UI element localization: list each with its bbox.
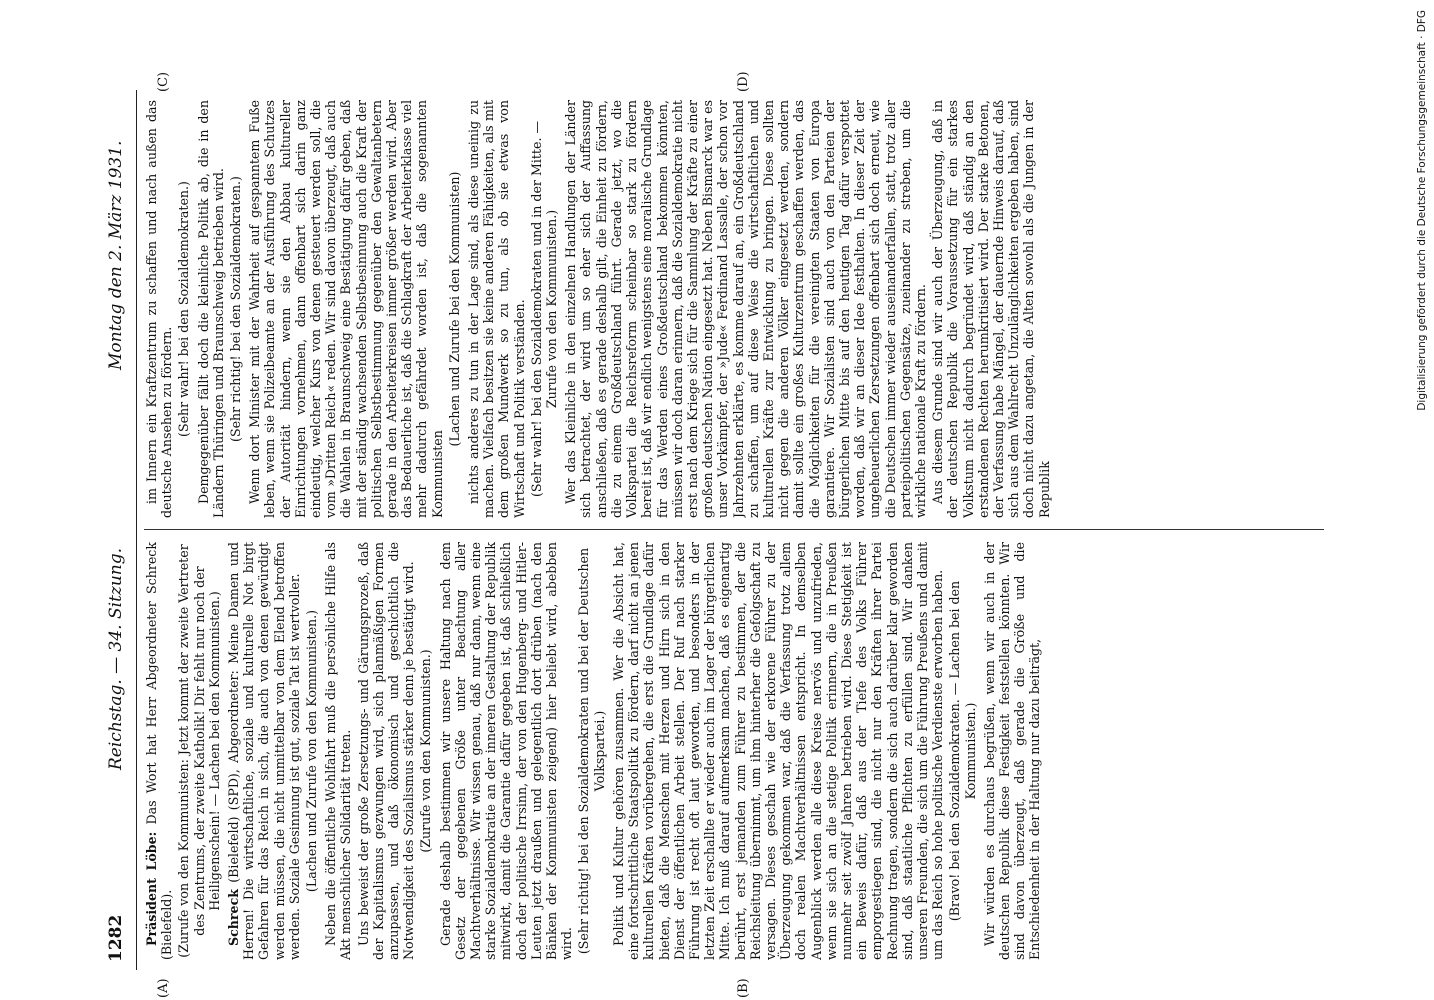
speech-text: Das Wort hat Herr Abgeordneter Schreck (Bielefeld). — [144, 542, 175, 960]
body-paragraph: Uns beweist der große Zersetzungs- und Gärungsprozeß, daß der Kapitalismus gezwungen wird, sich planmäßigen Formen anzupassen, und daß ökonomisch und geschichtlich die Notwendigkeit des Sozialismus stärker denn je bestätigt wird. — [355, 542, 417, 960]
body-paragraph: Wer das Kleinliche in den einzelnen Handlungen der Länder sich betrachtet, der wird um so eher sich der Auffassung anschließen, daß es gerade deshalb gilt, die Einheit zu fördern, die zu einem Großdeutschland führt. Gerade jetzt, wo die Volkspartei die Reichsreform scheinbar so stark zu fördern bereit ist, daß wir endlich wenigstens eine moralische Grundlage für das Werden eines Großdeutschland bekommen könnten, müssen wir doch daran erinnern, daß die Sozialdemokratie nicht erst nach dem Kriege sich für die Sammlung der Kräfte zu einer großen deutschen Nation eingesetzt hat. Neben Bismarck war es unser Vorkämpfer, der »Jude« Ferdinand Lassalle, der schon vor Jahrzehnten erklärte, es komme darauf an, ein Großdeutschland zu schaffen, um auf diese Weise die wirtschaftlichen und kulturellen Kräfte zur Entwicklung zu bringen. Diese sollten nicht gegen die anderen Völker eingesetzt werden, sondern damit sollte ein großes Kulturzentrum geschaffen werden, das die Möglichkeiten für die vereinigten Staaten von Europa garantiere. Wir Sozialisten sind auch von den Parteien der bürgerlichen Mitte bis auf den heutigen Tag dafür verspottet worden, daß wir an dieser Idee festhalten. In dieser Zeit der ungeheuerlichen Zersetzungen offenbart sich doch erneut, wie die Deutschen immer wieder auseinanderfallen, statt, trotz aller parteipolitischen Gegensätze, zueinander zu streben, um die wirkliche nationale Kraft zu fördern. — [563, 100, 928, 518]
text-column-left — [144, 542, 1324, 960]
speech-paragraph — [144, 542, 174, 960]
speech-text: (Bielefeld) (SPD), Abgeordneter: Meine Damen und Herren! Die wirtschaftliche, soziale und kulturelle Not birgt Gefahren für das Reich in sich, die auch von denen gewürdigt werden müssen, die nicht unmittelbar von dem Elend betroffen werden. Soziale Gesinnung ist gut, soziale Tat ist wertvoller. — [226, 542, 302, 960]
header-session: Reichstag. — 34. Sitzung. — [106, 547, 126, 770]
speech-paragraph — [226, 542, 302, 960]
marker-a: (A) — [156, 978, 171, 998]
page-header — [96, 90, 137, 970]
speaker-name: Schreck — [226, 889, 242, 946]
stage-direction: (Lachen und Zurufe von den Kommunisten.) — [304, 609, 320, 893]
body-paragraph: Demgegenüber fällt doch die kleinliche Politik ab, die in den Ländern Thüringen und Braunschweig betrieben wird. — [195, 100, 226, 518]
stage-direction: (Lachen und Zurufe bei den Kommunisten) — [446, 171, 462, 447]
stage-direction: (Sehr wahr! bei den Sozialdemokraten und in der Mitte. — Zurufe von den Kommunisten.) — [528, 120, 560, 498]
speaker-name: Präsident Löbe: — [144, 831, 159, 946]
body-paragraph: Gerade deshalb bestimmen wir unsere Haltung nach dem Gesetz der gegebenen Größe unter Beachtung aller Machtverhältnisse. Wir wissen genau, daß nur dann, wenn eine starke Sozialdemokratie an der inneren Gestaltung der Republik mitwirkt, damit die Garantie dafür gegeben ist, daß schließlich doch der politische Irrsinn, der von den Hugenberg- und Hitler-Leuten jetzt draußen und gelegentlich dort drüben (nach den Bänken der Kommunisten zeigend) hier beliebt wird, abebben wird. — [437, 542, 575, 960]
marker-d: (D) — [736, 71, 751, 92]
body-paragraph: nichts anderes zu tun in der Lage sind, als diese uneinig zu machen. Vielfach besitzen sie keine anderen Fähigkeiten, als mit dem großen Mundwerk so zu tun, als ob sie etwas von Wirtschaft und Politik verständen. — [466, 100, 527, 518]
body-paragraph: im Innern ein Kraftzentrum zu schaffen und nach außen das deutsche Ansehen zu fördern. — [144, 100, 175, 518]
body-paragraph: Politik und Kultur gehören zusammen. Wer die Absicht hat, eine fortschrittliche Staatspolitik zu fördern, darf nicht an jenen kulturellen Kräften vorübergehen, die erst die Grundlage dafür bieten, daß die Menschen mit Herzen und Hirn sich in den Dienst der öffentlichen Arbeit stellen. Der Ruf nach starker Führung ist recht oft laut geworden, und besonders in der letzten Zeit erschallte er wieder auch im Lager der bürgerlichen Mitte. Ich muß darauf aufmerksam machen, daß es eigenartig berührt, erst jemanden zum Führer zu bestimmen, der die Reichsleitung übernimmt, um ihm hinterher die Gefolgschaft zu versagen. Dieses geschah wie der erkorene Führer zu der Überzeugung gekommen war, daß die Verfassung trotz allem doch realen Machtverhältnissen entspricht. In demselben Augenblick werden alle diese Kreise nervös und unzufrieden, wenn sie sich an die stetige Politik erinnern, die in Preußen nunmehr seit zwölf Jahren betrieben wird. Diese Stetigkeit ist ein Beweis dafür, daß aus der Tiefe des Volks Führer emporgestiegen sind, die nicht nur den Kräften ihrer Partei Rechnung tragen, sondern die sich auch darüber klar geworden sind, daß staatliche Pflichten zu erfüllen sind. Wir danken unseren Freunden, die sich um die Führung Preußens und damit um das Reich so hohe politische Verdienste erworben haben. — [610, 542, 946, 960]
column-divider — [144, 529, 1324, 530]
body-paragraph: Wir würden es durchaus begrüßen, wenn wir auch in der deutschen Republik diese Festigkeit feststellen könnten. Wir sind davon überzeugt, daß gerade die Größe und die Entschiedenheit in der Haltung nur dazu beiträgt, — [981, 542, 1043, 960]
marker-b: (B) — [736, 978, 751, 998]
digitization-note — [1416, 10, 1432, 610]
rotated-page — [96, 71, 1336, 998]
stage-direction: (Bravo! bei den Sozialdemokraten. — Lachen bei den Kommunisten.) — [947, 580, 978, 922]
body-paragraph: Wenn dort Minister mit der Wahrheit auf gespanntem Fuße leben, wenn sie Polizeibeamte an der Ausführung des Schutzes der Autorität hindern, wenn sie den Abbau kultureller Einrichtungen vornehmen, dann offenbart sich darin ganz eindeutig, welcher Kurs von denen gesteuert werden soll, die vom »Dritten Reich« reden. Wir sind davon überzeugt, daß auch die Wahlen in Braunschweig eine Bestätigung dafür geben, daß mit der ständig wachsenden Selbstbesinnung auch die Kraft der politischen Selbstbestimmung gegenüber den Gewaltanbetern gerade in den Arbeiterkreisen immer größer werden wird. Aber das Bedauerliche ist, daß die Schlagkraft der Arbeiterklasse viel mehr dadurch gefährdet worden ist, daß die sogenannten Kommunisten — [247, 100, 445, 518]
stage-direction: (Sehr richtig! bei den Sozialdemokraten und bei der Deutschen Volkspartei.) — [576, 547, 607, 955]
body-paragraph: Aus diesem Grunde sind wir auch der Überzeugung, daß in der deutschen Republik die Voraussetzung für ein starkes Volkstum nicht dadurch begründet wird, daß ständig an den erstandenen Rechten herumkritisiert wird. Der starke Betonen, der Verfassung habe Mängel, der dauernde Hinweis darauf, daß sich aus dem Wahlrecht Unzulänglichkeiten ergeben haben, sind doch nicht dazu angetan, die Alten sowohl als die Jungen in der Republik — [930, 100, 1052, 518]
text-column-right — [144, 100, 1324, 518]
header-date: Montag den 2. März 1931. — [106, 140, 126, 370]
stage-direction: (Sehr wahr! bei den Sozialdemokraten.) — [176, 181, 192, 437]
body-paragraph: Neben die öffentliche Wohlfahrt muß die persönliche Hilfe als Akt menschlicher Solidarität treten. — [323, 542, 354, 960]
digitization-note-text: Digitalisierung gefördert durch die Deutsche Forschungsgemeinschaft · DFG — [1416, 10, 1428, 411]
stage-direction: (Zurufe von den Kommunisten.) — [418, 649, 434, 853]
page-number: 1282 — [106, 914, 126, 962]
stage-direction: (Zurufe von den Kommunisten: Jetzt kommt der zweite Vertreter des Zentrums, der zweite Katholik! Dir fehlt nur noch der Heiligenschein! — Lachen bei den Kommunisten.) — [176, 544, 222, 958]
stage-direction: (Sehr richtig! bei den Sozialdemokraten.) — [228, 176, 244, 442]
marker-c: (C) — [156, 71, 171, 92]
